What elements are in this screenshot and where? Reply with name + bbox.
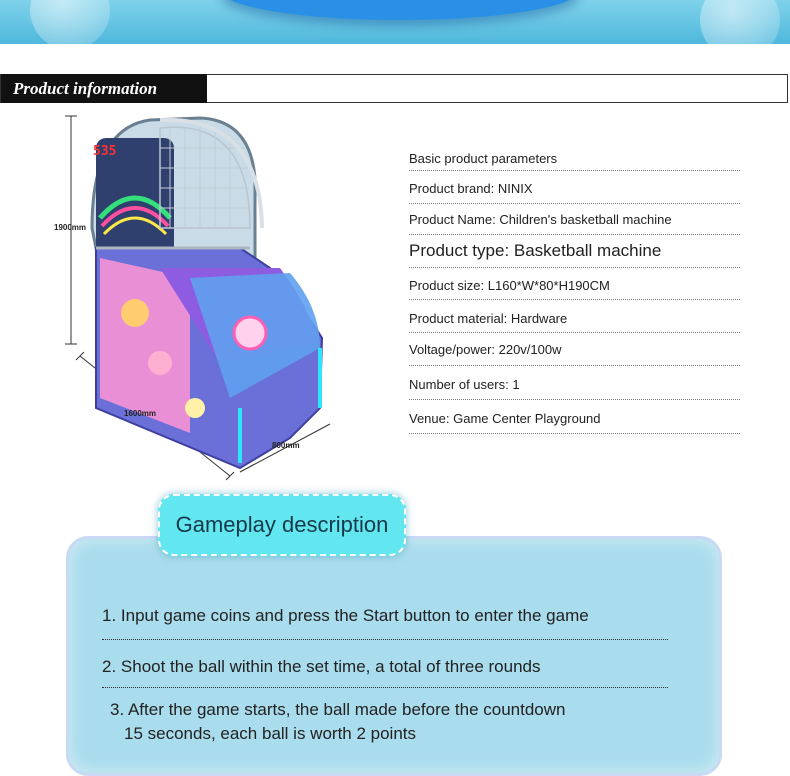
height-dimension-label: 1900mm: [54, 223, 87, 232]
param-voltage: Voltage/power: 220v/100w: [409, 333, 740, 366]
width-dimension-label: 800mm: [272, 441, 300, 450]
param-name: Product Name: Children's basketball machine: [409, 204, 740, 235]
param-users: Number of users: 1: [409, 366, 740, 400]
section-header-bar: [0, 74, 788, 103]
gameplay-step-continued: 15 seconds, each ball is worth 2 points: [124, 724, 417, 743]
bubble-decoration: [30, 0, 110, 44]
gameplay-title: Gameplay description: [158, 494, 406, 556]
param-size: Product size: L160*W*80*H190CM: [409, 268, 740, 300]
param-brand: Product brand: NINIX: [409, 171, 740, 204]
top-banner: [0, 0, 790, 44]
param-venue: Venue: Game Center Playground: [409, 400, 740, 434]
score-display: 535: [93, 144, 117, 159]
param-material: Product material: Hardware: [409, 300, 740, 333]
gameplay-step: 3. After the game starts, the ball made before the countdown: [110, 700, 566, 719]
bubble-decoration: [700, 0, 780, 44]
length-dimension-label: 1600mm: [124, 409, 157, 418]
param-heading: Basic product parameters: [409, 142, 740, 171]
parameter-list: [409, 142, 740, 434]
banner-blob: [220, 0, 580, 20]
basketball-machine-illustration: [40, 108, 340, 488]
product-image: [40, 108, 340, 488]
gameplay-step: 2. Shoot the ball within the set time, a total of three rounds: [102, 657, 668, 688]
gameplay-step: 1. Input game coins and press the Start button to enter the game: [102, 606, 668, 640]
param-type: Product type: Basketball machine: [409, 235, 740, 268]
section-title: Product information: [1, 74, 207, 103]
